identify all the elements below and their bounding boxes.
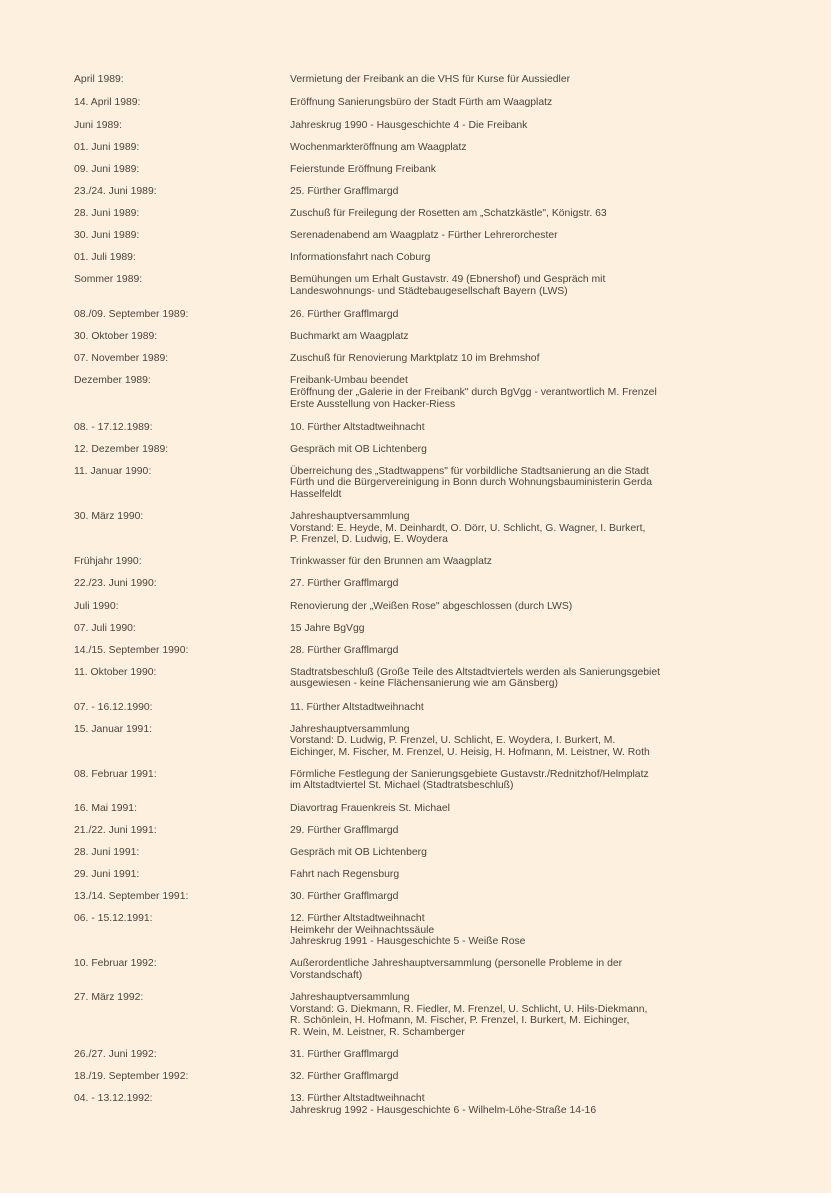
timeline-entry <box>74 97 710 109</box>
entry-date: April 1989: <box>74 73 124 85</box>
timeline-entry <box>74 724 710 759</box>
timeline-entry <box>74 1049 710 1061</box>
timeline-entry <box>74 274 710 297</box>
entry-date: 23./24. Juni 1989: <box>74 185 157 197</box>
entry-description <box>290 511 710 546</box>
entry-description <box>290 825 710 837</box>
timeline-entry <box>74 992 710 1038</box>
entry-description-line: Gespräch mit OB Lichtenberg <box>290 443 427 455</box>
entry-description <box>290 142 710 154</box>
entry-description-line: Vermietung der Freibank an die VHS für Kurse für Aussiedler <box>290 73 571 85</box>
timeline-entry <box>74 74 710 86</box>
entry-description <box>290 702 710 714</box>
entry-description <box>290 230 710 242</box>
timeline-entry <box>74 353 710 365</box>
timeline-entry <box>74 825 710 837</box>
entry-description <box>290 556 710 568</box>
entry-description-line: Eröffnung Sanierungsbüro der Stadt Fürth am Waagplatz <box>290 96 553 108</box>
timeline-entry <box>74 422 710 434</box>
timeline-entry <box>74 891 710 903</box>
entry-description-line: 15 Jahre BgVgg <box>290 622 365 634</box>
timeline-entry <box>74 120 710 132</box>
entry-description <box>290 208 710 220</box>
entry-date: 06. - 15.12.1991: <box>74 913 153 925</box>
entry-description-line: Wochenmarkteröffnung am Waagplatz <box>290 141 467 153</box>
entry-description <box>290 913 710 948</box>
entry-description-line: Landeswohnungs- und Städtebaugesellschaft Bayern (LWS) <box>290 285 568 297</box>
entry-date: Dezember 1989: <box>74 375 151 387</box>
entry-date: 12. Dezember 1989: <box>74 443 169 455</box>
entry-date: 07. November 1989: <box>74 353 169 365</box>
entry-date: 28. Juni 1991: <box>74 846 140 858</box>
entry-description-line: Jahreshauptversammlung <box>290 992 410 1003</box>
timeline-entry <box>74 667 710 690</box>
entry-description-line: Zuschuß für Renovierung Marktplatz 10 im Brehmshof <box>290 353 540 365</box>
entry-date: 30. Juni 1989: <box>74 230 140 242</box>
entry-description-line: Vorstandschaft) <box>290 969 363 981</box>
entry-description <box>290 422 710 434</box>
timeline-entry <box>74 230 710 242</box>
entry-date: 28. Juni 1989: <box>74 208 140 220</box>
entry-description-line: 28. Fürther Grafflmargd <box>290 644 399 656</box>
entry-date: 01. Juni 1989: <box>74 141 140 153</box>
entry-description <box>290 274 710 297</box>
entry-date: 26./27. Juni 1992: <box>74 1048 157 1060</box>
entry-description-line: 29. Fürther Grafflmargd <box>290 824 399 836</box>
timeline-entry <box>74 1071 710 1083</box>
entry-description-line: 27. Fürther Grafflmargd <box>290 578 399 590</box>
entry-description-line: Gespräch mit OB Lichtenberg <box>290 846 427 858</box>
entry-date: Frühjahr 1990: <box>74 556 142 568</box>
entry-description <box>290 578 710 590</box>
timeline-entry <box>74 331 710 343</box>
timeline-entry <box>74 601 710 613</box>
entry-description-line: Fahrt nach Regensburg <box>290 868 400 880</box>
entry-date: 08. - 17.12.1989: <box>74 421 153 433</box>
entry-description-line: Stadtratsbeschluß (Große Teile des Altstadtviertels werden als Sanierungsgebiet <box>290 666 661 678</box>
entry-date: 13./14. September 1991: <box>74 890 189 902</box>
entry-date: 29. Juni 1991: <box>74 868 140 880</box>
entry-description-line: Eröffnung der „Galerie in der Freibank" durch BgVgg - verantwortlich M. Frenzel <box>290 386 657 398</box>
entry-description <box>290 601 710 613</box>
entry-date: 22./23. Juni 1990: <box>74 578 157 590</box>
entry-description <box>290 1093 710 1116</box>
entry-date: 07. Juli 1990: <box>74 622 136 634</box>
timeline-entry <box>74 252 710 264</box>
entry-description <box>290 1049 710 1061</box>
timeline-entry <box>74 309 710 321</box>
timeline-entry <box>74 375 710 410</box>
entry-description-line: Zuschuß für Freilegung der Rosetten am „Schatzkästle", Königstr. 63 <box>290 208 607 220</box>
entry-date: 11. Januar 1990: <box>74 465 152 477</box>
entry-date: 09. Juni 1989: <box>74 163 140 175</box>
timeline-entry <box>74 869 710 881</box>
entry-description <box>290 667 710 690</box>
entry-description-line: Fürth und die Bürgervereinigung in Bonn durch Wohnungsbauministerin Gerda <box>290 477 652 489</box>
entry-date: 08. Februar 1991: <box>74 768 157 780</box>
entry-description <box>290 309 710 321</box>
entry-date: 01. Juli 1989: <box>74 252 136 264</box>
entry-description-line: Diavortrag Frauenkreis St. Michael <box>290 802 450 814</box>
entry-date: Juli 1990: <box>74 600 119 612</box>
entry-date: 30. Oktober 1989: <box>74 331 158 343</box>
entry-description <box>290 331 710 343</box>
entry-date: Sommer 1989: <box>74 274 143 286</box>
entry-date: 21./22. Juni 1991: <box>74 824 157 836</box>
entry-description-line: Überreichung des „Stadtwappens" für vorbildliche Stadtsanierung an die Stadt <box>290 465 649 477</box>
timeline-entry <box>74 1093 710 1116</box>
entry-description-line: 11. Fürther Altstadtweihnacht <box>290 701 424 713</box>
timeline-entry <box>74 142 710 154</box>
entry-description <box>290 992 710 1038</box>
entry-description-line: Heimkehr der Weihnachtssäule <box>290 924 435 936</box>
entry-description <box>290 958 710 981</box>
timeline-entry <box>74 623 710 635</box>
timeline-entry <box>74 164 710 176</box>
entry-description <box>290 1071 710 1083</box>
entry-description-line: Jahreshauptversammlung <box>290 723 410 735</box>
entry-description-line: R. Schönlein, H. Hofmann, M. Fischer, P. Frenzel, I. Burkert, M. Eichinger, <box>290 1015 630 1027</box>
timeline-entry <box>74 803 710 815</box>
entry-description <box>290 252 710 264</box>
timeline-entry <box>74 847 710 859</box>
timeline-entry <box>74 645 710 657</box>
entry-description-line: Jahreskrug 1992 - Hausgeschichte 6 - Wilhelm-Löhe-Straße 14-16 <box>290 1104 597 1116</box>
entry-description <box>290 724 710 759</box>
timeline-entry <box>74 578 710 590</box>
page-edge-right <box>831 0 837 1198</box>
entry-description-line: Förmliche Festlegung der Sanierungsgebiete Gustavstr./Rednitzhof/Helmplatz <box>290 768 649 780</box>
entry-description-line: Vorstand: E. Heyde, M. Deinhardt, O. Dörr, U. Schlicht, G. Wagner, I. Burkert, <box>290 522 646 534</box>
entry-date: 11. Oktober 1990: <box>74 666 157 678</box>
entry-date: Juni 1989: <box>74 119 122 131</box>
entry-description-line: ausgewiesen - keine Flächensanierung wie am Gänsberg) <box>290 678 558 690</box>
entry-description <box>290 645 710 657</box>
timeline-entry <box>74 958 710 981</box>
entry-date: 15. Januar 1991: <box>74 723 152 735</box>
entry-description <box>290 444 710 456</box>
entry-description <box>290 74 710 86</box>
entry-date: 27. März 1992: <box>74 992 144 1003</box>
entry-description-line: R. Wein, M. Leistner, R. Schamberger <box>290 1026 465 1038</box>
entry-description <box>290 375 710 410</box>
entry-description-line: 32. Fürther Grafflmargd <box>290 1070 399 1082</box>
entry-description-line: 10. Fürther Altstadtweihnacht <box>290 421 425 433</box>
entry-description <box>290 97 710 109</box>
chronology-list <box>74 63 710 1116</box>
timeline-entry <box>74 769 710 792</box>
entry-date: 04. - 13.12.1992: <box>74 1093 153 1105</box>
entry-description-line: Erste Ausstellung von Hacker-Riess <box>290 398 456 410</box>
timeline-entry <box>74 186 710 198</box>
entry-description <box>290 164 710 176</box>
entry-date: 30. März 1990: <box>74 511 144 523</box>
timeline-entry <box>74 208 710 220</box>
entry-description-line: 13. Fürther Altstadtweihnacht <box>290 1093 425 1105</box>
entry-description <box>290 803 710 815</box>
timeline-entry <box>74 556 710 568</box>
entry-date: 14. April 1989: <box>74 96 141 108</box>
entry-description <box>290 847 710 859</box>
entry-description <box>290 769 710 792</box>
timeline-entry <box>74 913 710 948</box>
entry-description-line: 26. Fürther Grafflmargd <box>290 309 399 321</box>
entry-description-line: Jahreskrug 1991 - Hausgeschichte 5 - Weiße Rose <box>290 936 526 948</box>
entry-description <box>290 891 710 903</box>
entry-description-line: im Altstadtviertel St. Michael (Stadtratsbeschluß) <box>290 780 514 792</box>
entry-description-line: Informationsfahrt nach Coburg <box>290 252 431 264</box>
entry-description-line: Eichinger, M. Fischer, M. Frenzel, U. Heisig, H. Hofmann, M. Leistner, W. Roth <box>290 746 650 758</box>
entry-description <box>290 466 710 501</box>
entry-description-line: Vorstand: D. Ludwig, P. Frenzel, U. Schlicht, E. Woydera, I. Burkert, M. <box>290 735 616 747</box>
entry-description-line: Hasselfeldt <box>290 488 342 500</box>
entry-description-line: Serenadenabend am Waagplatz - Fürther Lehrerorchester <box>290 230 558 242</box>
entry-date: 16. Mai 1991: <box>74 802 137 814</box>
entry-description-line: Jahreskrug 1990 - Hausgeschichte 4 - Die Freibank <box>290 119 528 131</box>
entry-description-line: 12. Fürther Altstadtweihnacht <box>290 913 425 925</box>
page-edge-bottom <box>0 1193 837 1198</box>
entry-description-line: 31. Fürther Grafflmargd <box>290 1048 399 1060</box>
entry-description-line: P. Frenzel, D. Ludwig, E. Woydera <box>290 534 448 546</box>
entry-description <box>290 353 710 365</box>
entry-date: 14./15. September 1990: <box>74 644 189 656</box>
entry-date: 10. Februar 1992: <box>74 958 157 970</box>
entry-description-line: 30. Fürther Grafflmargd <box>290 890 399 902</box>
entry-date: 18./19. September 1992: <box>74 1070 189 1082</box>
entry-description-line: Jahreshauptversammlung <box>290 511 410 523</box>
entry-description-line: 25. Fürther Grafflmargd <box>290 185 399 197</box>
entry-description <box>290 186 710 198</box>
timeline-entry <box>74 511 710 546</box>
entry-description-line: Trinkwasser für den Brunnen am Waagplatz <box>290 556 492 568</box>
entry-description-line: Bemühungen um Erhalt Gustavstr. 49 (Ebnershof) und Gespräch mit <box>290 274 606 286</box>
timeline-entry <box>74 466 710 501</box>
entry-description <box>290 869 710 881</box>
entry-description <box>290 623 710 635</box>
entry-description-line: Außerordentliche Jahreshauptversammlung (personelle Probleme in der <box>290 958 623 970</box>
entry-description-line: Feierstunde Eröffnung Freibank <box>290 163 436 175</box>
entry-description-line: Vorstand: G. Diekmann, R. Fiedler, M. Frenzel, U. Schlicht, U. Hils-Diekmann, <box>290 1003 648 1015</box>
entry-description-line: Freibank-Umbau beendet <box>290 375 408 387</box>
timeline-entry <box>74 702 710 714</box>
timeline-entry <box>74 444 710 456</box>
entry-description-line: Renovierung der „Weißen Rose" abgeschlossen (durch LWS) <box>290 600 573 612</box>
entry-description-line: Buchmarkt am Waagplatz <box>290 331 409 343</box>
entry-date: 07. - 16.12.1990: <box>74 701 153 713</box>
entry-description <box>290 120 710 132</box>
entry-date: 08./09. September 1989: <box>74 309 189 321</box>
